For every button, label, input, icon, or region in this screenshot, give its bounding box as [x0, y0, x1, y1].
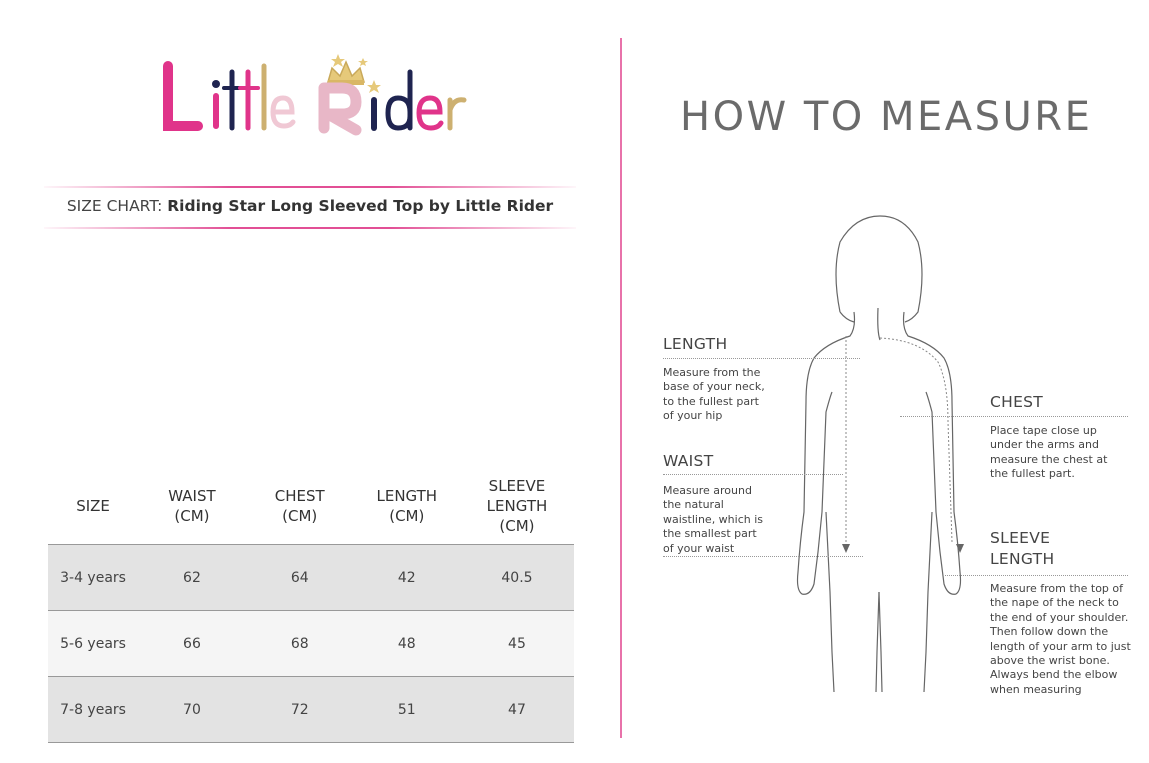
brand-logo — [160, 50, 470, 140]
cell-length: 42 — [354, 545, 460, 611]
size-chart-prefix: SIZE CHART: — [66, 197, 168, 215]
sleeve-length-label: SLEEVE LENGTH — [990, 529, 1055, 568]
header-top-rule — [44, 186, 576, 188]
size-table — [48, 468, 574, 743]
cell-chest: 72 — [246, 677, 354, 743]
table-row — [48, 611, 574, 677]
waist-guide-line — [663, 474, 843, 475]
cell-size: 5-6 years — [48, 611, 138, 677]
size-chart-title — [44, 197, 576, 215]
header-bottom-rule — [44, 227, 576, 229]
header-sleeve-length: SLEEVE LENGTH (CM) — [486, 477, 548, 535]
header-size: SIZE — [76, 497, 110, 515]
cell-length: 48 — [354, 611, 460, 677]
cell-length: 51 — [354, 677, 460, 743]
waist-description: Measure around the natural waistline, which is the smallest part of your waist — [663, 484, 764, 555]
cell-size: 7-8 years — [48, 677, 138, 743]
crown-icon — [328, 54, 368, 85]
header-waist: WAIST (CM) — [168, 487, 216, 525]
cell-waist: 62 — [138, 545, 246, 611]
how-to-measure-title: HOW TO MEASURE — [680, 94, 1093, 140]
column-divider — [620, 38, 622, 738]
sleeve-length-description: Measure from the top of the nape of the neck to the end of your shoulder. Then follow down the length of your arm to just above the wrist bone. Always bend the elbow when measuring — [990, 582, 1131, 696]
table-header-row — [48, 468, 574, 545]
chest-label: CHEST — [990, 393, 1044, 411]
cell-size: 3-4 years — [48, 545, 138, 611]
cell-sleeve-length: 40.5 — [460, 545, 574, 611]
cell-waist: 66 — [138, 611, 246, 677]
sleeve-guide-line — [945, 575, 1128, 576]
length-guide-line — [663, 358, 860, 359]
product-name: Riding Star Long Sleeved Top by Little Rider — [167, 197, 554, 215]
waist-label: WAIST — [663, 452, 714, 470]
cell-waist: 70 — [138, 677, 246, 743]
cell-sleeve-length: 47 — [460, 677, 574, 743]
cell-sleeve-length: 45 — [460, 611, 574, 677]
chest-description: Place tape close up under the arms and measure the chest at the fullest part. — [990, 424, 1108, 481]
table-row — [48, 545, 574, 611]
header-length: LENGTH (CM) — [376, 487, 438, 525]
cell-chest: 68 — [246, 611, 354, 677]
logo-artwork — [160, 50, 470, 140]
child-silhouette-icon — [780, 212, 980, 712]
table-row — [48, 677, 574, 743]
length-description: Measure from the base of your neck, to the fullest part of your hip — [663, 366, 765, 423]
waist-bottom-guide-line — [663, 556, 863, 557]
length-label: LENGTH — [663, 335, 728, 353]
chest-guide-line — [900, 416, 1128, 417]
cell-chest: 64 — [246, 545, 354, 611]
header-chest: CHEST (CM) — [274, 487, 325, 525]
